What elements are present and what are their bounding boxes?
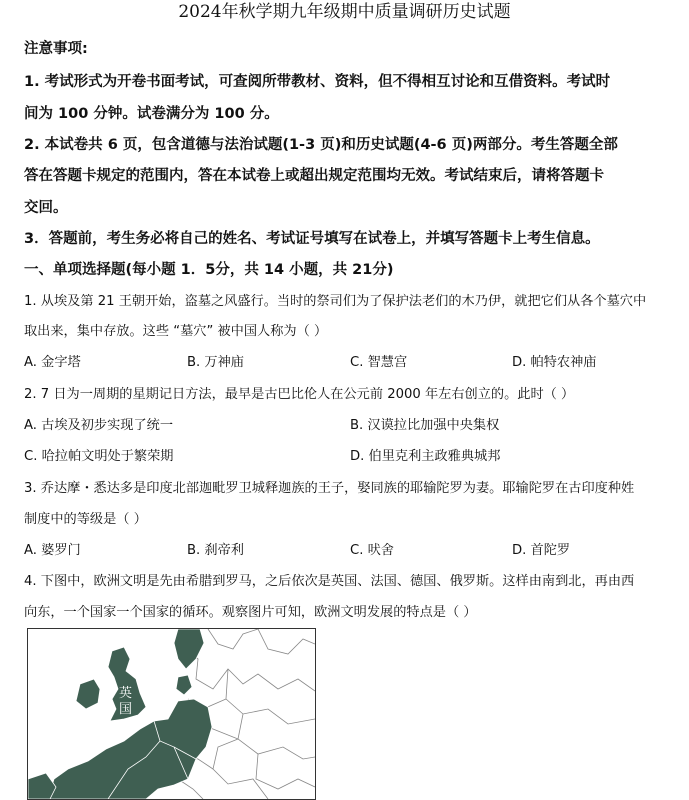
question-4-line: 4. 下图中，欧洲文明是先由希腊到罗马，之后依次是英国、法国、德国、俄罗斯。这样由南到北，再由西 (24, 574, 635, 589)
notice-line: 答在答题卡规定的范围内，答在本试卷上或超出规定范围均无效。考试结束后，请将答题卡 (24, 168, 604, 184)
notice-line: 3．答题前，考生务必将自己的姓名、考试证号填写在试卷上，并填写答题卡上考生信息。 (24, 231, 600, 247)
q1-option-c[interactable]: C. 智慧宫 (350, 355, 408, 370)
question-3-line: 3. 乔达摩・悉达多是印度北部迦毗罗卫城释迦族的王子，娶同族的耶输陀罗为妻。耶输陀罗在古印度种姓 (24, 481, 635, 496)
q3-option-c[interactable]: C. 吠舍 (350, 543, 394, 558)
notice-line: 交回。 (24, 200, 68, 216)
q1-option-a[interactable]: A. 金字塔 (24, 355, 81, 370)
q3-option-a[interactable]: A. 婆罗门 (24, 543, 81, 558)
denmark-shape (176, 675, 192, 695)
question-2-line: 2. 7 日为一周期的星期记日方法，最早是古巴比伦人在公元前 2000 年左右创立的。此时（ ） (24, 387, 575, 402)
question-4-line: 向东，一个国家一个国家的循环。观察图片可知，欧洲文明发展的特点是（ ） (24, 605, 477, 620)
notice-line: 2. 本试卷共 6 页，包含道德与法治试题(1-3 页)和历史试题(4-6 页)两部分。考生答题全部 (24, 137, 618, 153)
exam-title: 2024年秋学期九年级期中质量调研历史试题 (178, 2, 511, 22)
map-label-england: 英国 (119, 686, 133, 717)
q1-option-d[interactable]: D. 帕特农神庙 (512, 355, 597, 370)
q2-option-c[interactable]: C. 哈拉帕文明处于繁荣期 (24, 449, 174, 464)
q2-option-b[interactable]: B. 汉谟拉比加强中央集权 (350, 418, 500, 433)
q2-option-a[interactable]: A. 古埃及初步实现了统一 (24, 418, 174, 433)
q3-option-b[interactable]: B. 刹帝利 (187, 543, 244, 558)
question-3-line: 制度中的等级是（ ） (24, 512, 147, 527)
question-1-line: 取出来，集中存放。这些 “墓穴” 被中国人称为（ ） (24, 324, 328, 339)
europe-map (27, 628, 316, 800)
europe-map-drawing (28, 629, 315, 799)
q3-option-d[interactable]: D. 首陀罗 (512, 543, 571, 558)
scandinavia-shape (174, 629, 204, 669)
notice-line: 间为 100 分钟。试卷满分为 100 分。 (24, 106, 279, 122)
ireland-shape (76, 679, 100, 709)
section-heading: 一、单项选择题(每小题 1．5分，共 14 小题，共 21分) (24, 262, 394, 278)
q1-option-b[interactable]: B. 万神庙 (187, 355, 244, 370)
question-1-line: 1. 从埃及第 21 王朝开始，盗墓之风盛行。当时的祭司们为了保护法老们的木乃伊，就把它们从各个墓穴中 (24, 294, 647, 309)
iberia-shape (28, 773, 56, 799)
notice-line: 1. 考试形式为开卷书面考试，可查阅所带教材、资料，但不得相互讨论和互借资料。考试时 (24, 74, 611, 90)
notice-heading: 注意事项: (24, 41, 88, 57)
q2-option-d[interactable]: D. 伯里克利主政雅典城邦 (350, 449, 501, 464)
